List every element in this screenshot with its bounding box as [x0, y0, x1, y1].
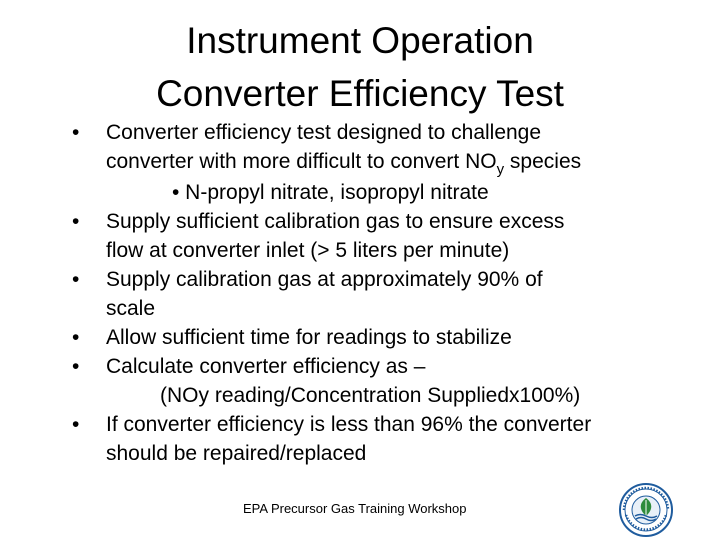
title-line-2: Converter Efficiency Test	[156, 73, 564, 114]
slide-title	[0, 14, 720, 120]
bullet-3-line-1: Supply calibration gas at approximately 90% of	[106, 268, 543, 291]
epa-seal-logo	[618, 482, 674, 538]
bullet-2-continuation	[72, 236, 672, 265]
bullet-6-line-2: should be repaired/replaced	[106, 442, 367, 465]
bullet-2-line-1: Supply sufficient calibration gas to ensure excess	[106, 210, 565, 233]
bullet-marker: •	[72, 413, 80, 436]
subscript-y: y	[496, 161, 505, 178]
bullet-list	[72, 118, 672, 468]
bullet-marker: •	[72, 355, 80, 378]
bullet-6-continuation	[72, 439, 672, 468]
bullet-3-continuation	[72, 294, 672, 323]
bullet-3-line-2: scale	[106, 297, 156, 320]
bullet-marker: •	[72, 121, 80, 144]
bullet-item-1	[72, 118, 672, 147]
bullet-1-line-1: Converter efficiency test designed to challenge	[106, 121, 542, 144]
bullet-1-line-2: converter with more difficult to convert NO	[106, 150, 497, 173]
sub-bullet-text: • N-propyl nitrate, isopropyl nitrate	[172, 181, 489, 204]
bullet-item-3	[72, 265, 672, 294]
footer-text: EPA Precursor Gas Training Workshop	[243, 501, 467, 516]
bullet-marker: •	[72, 326, 80, 349]
formula-line	[72, 381, 672, 410]
bullet-item-5	[72, 352, 672, 381]
bullet-1-continuation	[72, 147, 672, 178]
sub-bullet-item	[72, 178, 672, 207]
bullet-2-line-2: flow at converter inlet (> 5 liters per minute)	[106, 239, 510, 262]
bullet-5-line-1: Calculate converter efficiency as –	[106, 355, 426, 378]
bullet-item-4	[72, 323, 672, 352]
bullet-item-6	[72, 410, 672, 439]
bullet-marker: •	[72, 210, 80, 233]
bullet-6-line-1: If converter efficiency is less than 96% the converter	[106, 413, 592, 436]
bullet-4-line-1: Allow sufficient time for readings to stabilize	[106, 326, 512, 349]
title-line-1: Instrument Operation	[186, 20, 534, 61]
bullet-item-2	[72, 207, 672, 236]
bullet-marker: •	[72, 268, 80, 291]
efficiency-formula: (NOy reading/Concentration Suppliedx100%)	[160, 384, 581, 407]
bullet-1-line-2-end: species	[504, 150, 582, 173]
